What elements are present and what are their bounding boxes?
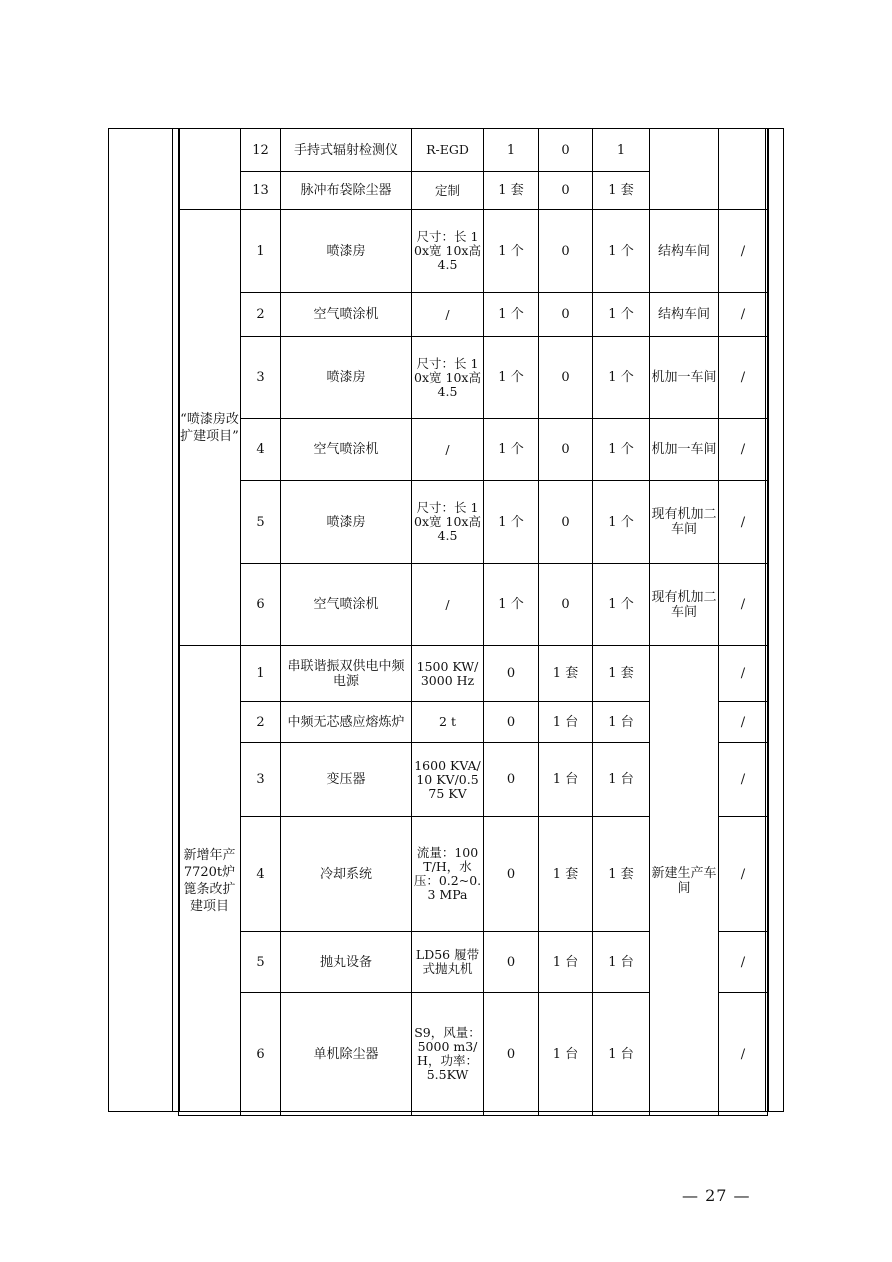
equipment-name: 空气喷涂机	[281, 419, 412, 481]
group-cell-empty	[179, 129, 241, 210]
equipment-name: 脉冲布袋除尘器	[281, 172, 412, 210]
qty-original: 0	[484, 932, 539, 993]
group-label-grate-project: 新增年产7720t炉篦条改扩建项目	[179, 646, 241, 1116]
equipment-name: 串联谐振双供电中频电源	[281, 646, 412, 702]
note: /	[719, 817, 768, 932]
equipment-spec: /	[412, 564, 484, 646]
note: /	[719, 564, 768, 646]
qty-original: 0	[484, 743, 539, 817]
equipment-spec: 1500 KW/3000 Hz	[412, 646, 484, 702]
qty-change: 1 台	[539, 702, 593, 743]
note: /	[719, 743, 768, 817]
note: /	[719, 993, 768, 1116]
location: 现有机加二车间	[650, 564, 719, 646]
note: /	[719, 702, 768, 743]
row-number: 1	[241, 646, 281, 702]
qty-change: 1 台	[539, 743, 593, 817]
qty-original: 1 个	[484, 481, 539, 564]
equipment-spec: 尺寸：长 10x宽 10x高 4.5	[412, 337, 484, 419]
location: 机加一车间	[650, 337, 719, 419]
qty-original: 1 个	[484, 564, 539, 646]
qty-change: 0	[539, 337, 593, 419]
qty-after: 1 套	[593, 817, 650, 932]
qty-after: 1 个	[593, 337, 650, 419]
row-number: 4	[241, 817, 281, 932]
frame-divider	[172, 129, 173, 1111]
qty-after: 1 台	[593, 743, 650, 817]
row-number: 13	[241, 172, 281, 210]
equipment-name: 抛丸设备	[281, 932, 412, 993]
equipment-spec: /	[412, 419, 484, 481]
qty-change: 0	[539, 481, 593, 564]
equipment-name: 空气喷涂机	[281, 564, 412, 646]
table-row	[179, 564, 768, 646]
location-new-workshop: 新建生产车间	[650, 646, 719, 1116]
note: /	[719, 481, 768, 564]
qty-change: 0	[539, 419, 593, 481]
equipment-name: 空气喷涂机	[281, 293, 412, 337]
qty-original: 0	[484, 993, 539, 1116]
qty-after: 1 台	[593, 932, 650, 993]
qty-change: 0	[539, 293, 593, 337]
qty-change: 1 套	[539, 646, 593, 702]
location: 结构车间	[650, 293, 719, 337]
equipment-name: 变压器	[281, 743, 412, 817]
equipment-spec: LD56 履带式抛丸机	[412, 932, 484, 993]
qty-change: 0	[539, 129, 593, 172]
page-number: — 27 —	[682, 1186, 751, 1205]
qty-original: 1 个	[484, 337, 539, 419]
qty-original: 1 个	[484, 419, 539, 481]
qty-change: 1 台	[539, 932, 593, 993]
table-row	[179, 210, 768, 293]
note: /	[719, 210, 768, 293]
qty-original: 1	[484, 129, 539, 172]
row-number: 6	[241, 564, 281, 646]
table-row	[179, 129, 768, 172]
qty-after: 1 个	[593, 210, 650, 293]
equipment-name: 单机除尘器	[281, 993, 412, 1116]
equipment-spec: /	[412, 293, 484, 337]
equipment-spec: 定制	[412, 172, 484, 210]
row-number: 5	[241, 481, 281, 564]
note: /	[719, 646, 768, 702]
frame-divider	[768, 129, 769, 1111]
row-number: 6	[241, 993, 281, 1116]
qty-change: 0	[539, 210, 593, 293]
location-cell-empty	[650, 129, 719, 210]
qty-after: 1 台	[593, 993, 650, 1116]
equipment-spec: 流量：100 T/H，水压：0.2~0.3 MPa	[412, 817, 484, 932]
equipment-spec: 尺寸：长 10x宽 10x高 4.5	[412, 481, 484, 564]
note-cell-empty	[719, 129, 768, 210]
row-number: 1	[241, 210, 281, 293]
equipment-spec: S9，风量：5000 m3/H，功率：5.5KW	[412, 993, 484, 1116]
qty-change: 1 套	[539, 817, 593, 932]
group-label-spray-room: “喷漆房改扩建项目”	[179, 210, 241, 646]
qty-original: 1 个	[484, 293, 539, 337]
equipment-name: 中频无芯感应熔炼炉	[281, 702, 412, 743]
table-row	[179, 481, 768, 564]
qty-original: 1 套	[484, 172, 539, 210]
qty-original: 1 个	[484, 210, 539, 293]
qty-change: 0	[539, 564, 593, 646]
qty-after: 1 套	[593, 646, 650, 702]
note: /	[719, 419, 768, 481]
location: 现有机加二车间	[650, 481, 719, 564]
row-number: 4	[241, 419, 281, 481]
equipment-spec: 1600 KVA/10 KV/0.575 KV	[412, 743, 484, 817]
row-number: 2	[241, 702, 281, 743]
equipment-name: 喷漆房	[281, 481, 412, 564]
row-number: 2	[241, 293, 281, 337]
row-number: 12	[241, 129, 281, 172]
table-row	[179, 646, 768, 702]
equipment-name: 手持式辐射检测仪	[281, 129, 412, 172]
qty-change: 1 台	[539, 993, 593, 1116]
qty-original: 0	[484, 702, 539, 743]
location: 结构车间	[650, 210, 719, 293]
qty-after: 1 个	[593, 419, 650, 481]
qty-after: 1 套	[593, 172, 650, 210]
row-number: 3	[241, 743, 281, 817]
row-number: 3	[241, 337, 281, 419]
qty-change: 0	[539, 172, 593, 210]
qty-after: 1 个	[593, 293, 650, 337]
row-number: 5	[241, 932, 281, 993]
table-row	[179, 337, 768, 419]
qty-after: 1 台	[593, 702, 650, 743]
equipment-spec: 2 t	[412, 702, 484, 743]
equipment-spec: 尺寸：长 10x宽 10x高 4.5	[412, 210, 484, 293]
qty-after: 1 个	[593, 481, 650, 564]
equipment-name: 冷却系统	[281, 817, 412, 932]
qty-after: 1	[593, 129, 650, 172]
table-row	[179, 419, 768, 481]
equipment-name: 喷漆房	[281, 210, 412, 293]
note: /	[719, 932, 768, 993]
note: /	[719, 293, 768, 337]
equipment-spec: R-EGD	[412, 129, 484, 172]
qty-after: 1 个	[593, 564, 650, 646]
location: 机加一车间	[650, 419, 719, 481]
note: /	[719, 337, 768, 419]
qty-original: 0	[484, 817, 539, 932]
table-row	[179, 293, 768, 337]
equipment-table	[178, 128, 768, 1116]
qty-original: 0	[484, 646, 539, 702]
equipment-name: 喷漆房	[281, 337, 412, 419]
